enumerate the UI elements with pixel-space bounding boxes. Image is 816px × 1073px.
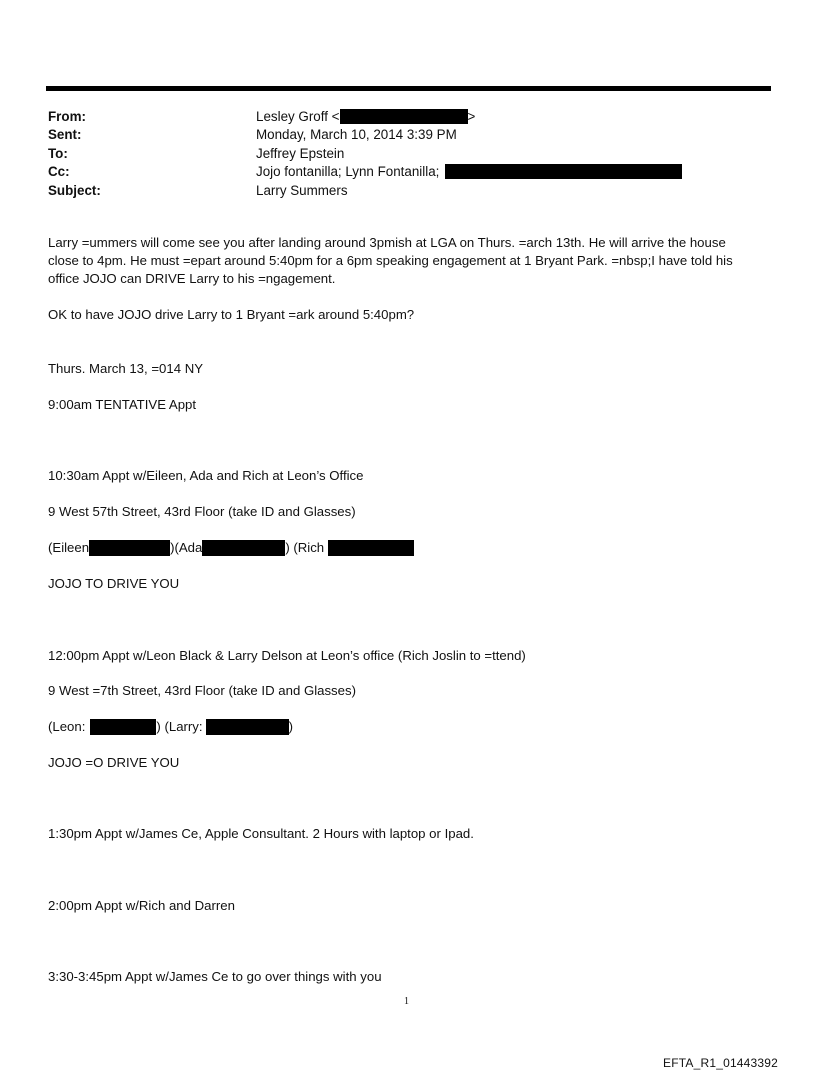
redaction-box [328,540,414,556]
appointment-line: 10:30am Appt w/Eileen, Ada and Rich at Leon’s Office [48,468,364,483]
appointment-line: 2:00pm Appt w/Rich and Darren [48,898,235,913]
appointment-line: 1:30pm Appt w/James Ce, Apple Consultant. 2 Hours with laptop or Ipad. [48,826,474,841]
redaction-box [445,164,682,179]
contacts-line [48,539,768,557]
paragraph-line: office JOJO can DRIVE Larry to his =ngagement. [48,271,336,286]
from-row [48,107,748,126]
contact-label: ) (Rich [285,540,325,555]
intro-paragraph [48,234,768,288]
cc-label: Cc: [48,164,70,180]
drive-note: JOJO =O DRIVE YOU [48,755,180,770]
email-header [48,107,748,200]
subject-row [48,181,748,200]
cc-text: Jojo fontanilla; Lynn Fontanilla; [256,164,440,180]
paragraph-line: Larry =ummers will come see you after landing around 3pmish at LGA on Thurs. =arch 13th. He will arrive the house [48,235,726,250]
sent-value: Monday, March 10, 2014 3:39 PM [256,127,457,143]
contact-label: ) [288,719,293,734]
contact-label: )(Ada [170,540,203,555]
redaction-box [206,719,289,735]
appointment-line: 12:00pm Appt w/Leon Black & Larry Delson at Leon’s office (Rich Joslin to =ttend) [48,648,526,663]
contact-label: (Leon: [48,719,86,734]
redaction-box [202,540,285,556]
contact-label: ) (Larry: [156,719,203,734]
redaction-box [90,719,156,735]
drive-note: JOJO TO DRIVE YOU [48,576,180,591]
address-line: 9 West 57th Street, 43rd Floor (take ID and Glasses) [48,504,356,519]
contacts-line [48,718,768,736]
cc-row [48,163,748,182]
redaction-box [89,540,170,556]
question-paragraph: OK to have JOJO drive Larry to 1 Bryant =ark around 5:40pm? [48,307,415,322]
subject-value: Larry Summers [256,182,348,198]
sent-row [48,126,748,145]
from-value [256,109,475,124]
to-value: Jeffrey Epstein [256,145,345,161]
from-close: > [467,108,476,124]
cc-value [256,164,682,179]
from-label: From: [48,108,86,124]
address-line: 9 West =7th Street, 43rd Floor (take ID and Glasses) [48,683,356,698]
from-name: Lesley Groff < [256,108,340,124]
appointment-line: 3:30-3:45pm Appt w/James Ce to go over things with you [48,969,382,984]
page-number: 1 [404,996,409,1007]
contact-label: (Eileen [48,540,90,555]
redaction-box [340,109,468,124]
paragraph-line: close to 4pm. He must =epart around 5:40pm for a 6pm speaking engagement at 1 Bryant Park. =nbsp;I have told his [48,253,733,268]
to-label: To: [48,145,68,161]
sent-label: Sent: [48,127,82,143]
to-row [48,144,748,163]
header-rule [46,86,771,91]
subject-label: Subject: [48,182,101,198]
appointment-line: 9:00am TENTATIVE Appt [48,397,197,412]
bates-number: EFTA_R1_01443392 [663,1056,779,1070]
schedule-date: Thurs. March 13, =014 NY [48,361,204,376]
